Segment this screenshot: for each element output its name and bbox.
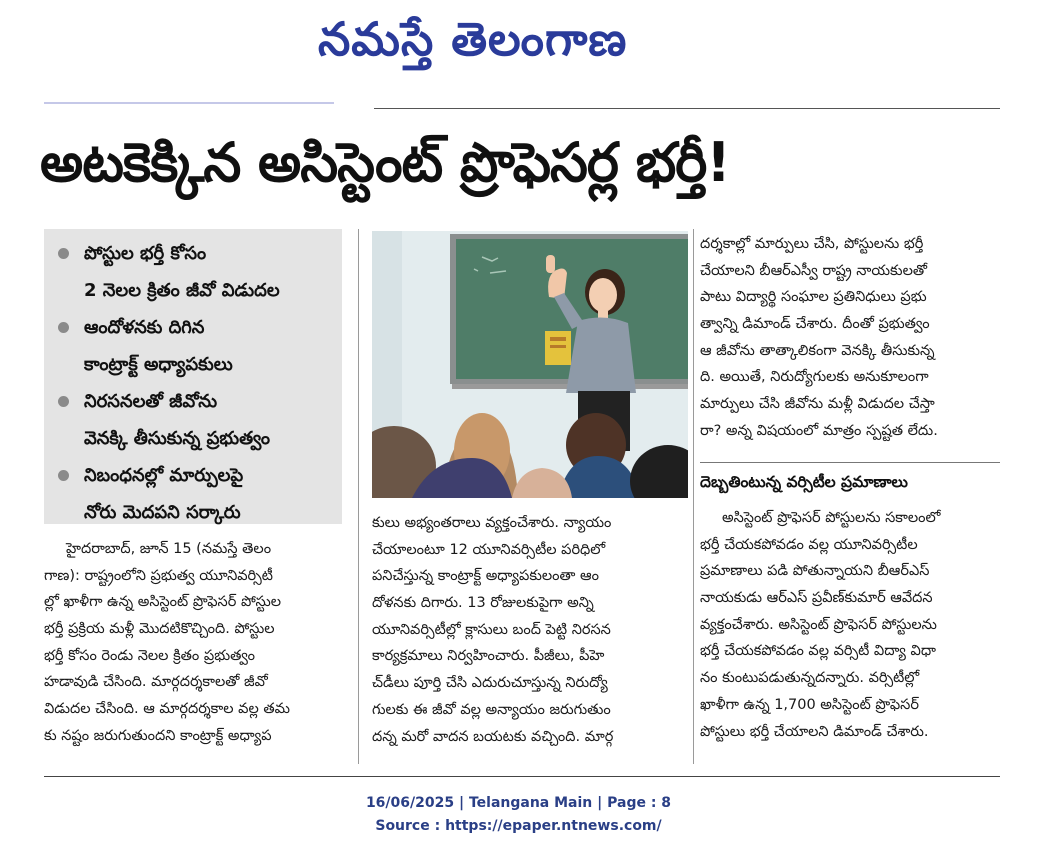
bullet-icon	[58, 470, 69, 481]
body-line: భర్తీ చేయకపోవడం వల్ల వర్సిటీ విద్యా విధా	[700, 643, 936, 660]
body-line: కులు అభ్యంతరాలు వ్యక్తంచేశారు. న్యాయం	[372, 515, 612, 531]
body-line: వ్యక్తంచేశారు. అసిస్టెంట్ ప్రొఫెసర్ పోస్టులను	[700, 616, 937, 633]
masthead-divider-left	[44, 102, 334, 104]
footer-date-page: 16/06/2025 | Telangana Main | Page : 8	[365, 795, 672, 811]
column-divider	[358, 229, 359, 764]
body-line: గాణ): రాష్ట్రంలోని ప్రభుత్వ యూనివర్సిటీ	[44, 567, 273, 584]
article-column-3	[700, 231, 1002, 445]
body-line: ల్లో ఖాళీగా ఉన్న అసిస్టెంట్ ప్రొఫెసర్ పోస్టుల	[44, 594, 282, 611]
article-column-2	[372, 510, 688, 750]
body-line: హడావుడి చేసింది. మార్గదర్శకాలతో జీవో	[44, 674, 268, 691]
highlight-line: నోరు మెదపని సర్కారు	[84, 502, 241, 523]
bullet-icon	[58, 396, 69, 407]
body-line: చేయాలని బీఆర్ఎస్వీ రాష్ట్ర నాయకులతో	[700, 262, 928, 279]
bullet-icon	[58, 322, 69, 333]
body-line: అసిస్టెంట్ ప్రొఫెసర్ పోస్టులను సకాలంలో	[722, 510, 941, 526]
body-line: చేయాలంటూ 12 యూనివర్సిటీల పరిధిలో	[372, 541, 606, 558]
masthead-divider-right	[374, 108, 1000, 109]
highlight-line: కాంట్రాక్ట్ అధ్యాపకులు	[84, 354, 233, 375]
footer-divider	[44, 776, 1000, 777]
highlight-line: పోస్టుల భర్తీ కోసం	[84, 243, 207, 264]
highlight-item	[44, 383, 342, 457]
body-line: ఖాళీగా ఉన్న 1,700 అసిస్టెంట్ ప్రొఫెసర్	[700, 696, 919, 713]
body-line: విడుదల చేసింది. ఆ మార్గదర్శకాల వల్ల తమ	[44, 701, 290, 718]
body-line: రా? అన్న విషయంలో మాత్రం స్పష్టత లేదు.	[700, 422, 938, 439]
masthead-title: నమస్తే తెలంగాణ	[318, 12, 628, 66]
body-line: భర్తీ ప్రక్రియ మళ్లీ మొదటికొచ్చింది. పోస్టుల	[44, 621, 275, 638]
body-line: ది. అయితే, నిరుద్యోగులకు అనుకూలంగా	[700, 369, 929, 386]
highlight-line: ఆందోళనకు దిగిన	[84, 317, 205, 338]
classroom-teacher-illustration-icon	[372, 231, 688, 498]
body-line: ఆ జీవోను తాత్కాలికంగా వెనక్కి తీసుకున్న	[700, 342, 935, 359]
article-column-1	[44, 536, 344, 750]
body-line: కు నష్టం జరుగుతుందని కాంట్రాక్ట్ అధ్యాప	[44, 727, 272, 744]
footer-source: Source : https://epaper.ntnews.com/	[375, 818, 662, 834]
body-line: కార్యక్రమాలు నిర్వహించారు. పీజీలు, పీహె	[372, 648, 605, 665]
body-line: నం కుంటుపడుతున్నదన్నారు. వర్సిటీల్లో	[700, 670, 920, 687]
body-line: భర్తీ కోసం రెండు నెలల క్రితం ప్రభుత్వం	[44, 647, 255, 664]
highlight-line: నిబంధనల్లో మార్పులపై	[84, 465, 244, 486]
body-line: గులకు ఈ జీవో వల్ల అన్యాయం జరుగుతుం	[372, 701, 611, 718]
body-line: మార్పులు చేసి జీవోను మళ్లీ విడుదల చేస్తా	[700, 396, 935, 413]
body-line: పనిచేస్తున్న కాంట్రాక్ట్ అధ్యాపకులంతా ఆం	[372, 568, 599, 585]
bullet-icon	[58, 248, 69, 259]
highlight-line: నిరసనలతో జీవోను	[84, 391, 218, 412]
body-line: దన్న మరో వాదన బయటకు వచ్చింది. మార్గ	[372, 728, 614, 745]
body-line: త్వాన్ని డిమాండ్ చేశారు. దీంతో ప్రభుత్వం	[700, 316, 930, 333]
classroom-photo	[372, 231, 688, 498]
body-line: నాయకుడు ఆర్ఎస్ ప్రవీణ్‌కుమార్ ఆవేదన	[700, 590, 933, 607]
body-line: యూనివర్సిటీల్లో క్లాసులు బంద్ పెట్టి నిరసన	[372, 621, 611, 638]
highlight-item	[44, 235, 342, 309]
body-line: పాటు విద్యార్థి సంఘాల ప్రతినిధులు ప్రభు	[700, 289, 927, 306]
article-headline: అటకెక్కిన అసిస్టెంట్ ప్రొఫెసర్ల భర్తీ!	[40, 131, 730, 194]
highlight-line: వెనక్కి తీసుకున్న ప్రభుత్వం	[84, 428, 271, 449]
body-line: హైదరాబాద్, జూన్ 15 (నమస్తే తెలం	[66, 541, 272, 557]
highlights-box	[44, 229, 342, 524]
highlight-item	[44, 457, 342, 531]
article-column-3-continued	[700, 505, 1002, 745]
body-line: భర్తీ చేయకపోవడం వల్ల యూనివర్సిటీల	[700, 536, 918, 553]
section-subheading: దెబ్బతింటున్న వర్సిటీల ప్రమాణాలు	[700, 473, 908, 491]
body-line: దోళనకు దిగారు. 13 రోజులకుపైగా అన్ని	[372, 595, 594, 612]
highlight-line: 2 నెలల క్రితం జీవో విడుదల	[84, 280, 280, 301]
body-line: ప్రమాణాలు పడి పోతున్నాయని బీఆర్ఎస్	[700, 563, 930, 580]
highlight-item	[44, 309, 342, 383]
body-line: పోస్టులు భర్తీ చేయాలని డిమాండ్ చేశారు.	[700, 723, 929, 740]
subhead-divider	[700, 462, 1000, 463]
body-line: చ్‌డీలు పూర్తి చేసి ఎదురుచూస్తున్న నిరుద్యో	[372, 675, 608, 692]
column-divider	[693, 229, 694, 764]
body-line: దర్శకాల్లో మార్పులు చేసి, పోస్టులను భర్తీ	[700, 236, 924, 252]
